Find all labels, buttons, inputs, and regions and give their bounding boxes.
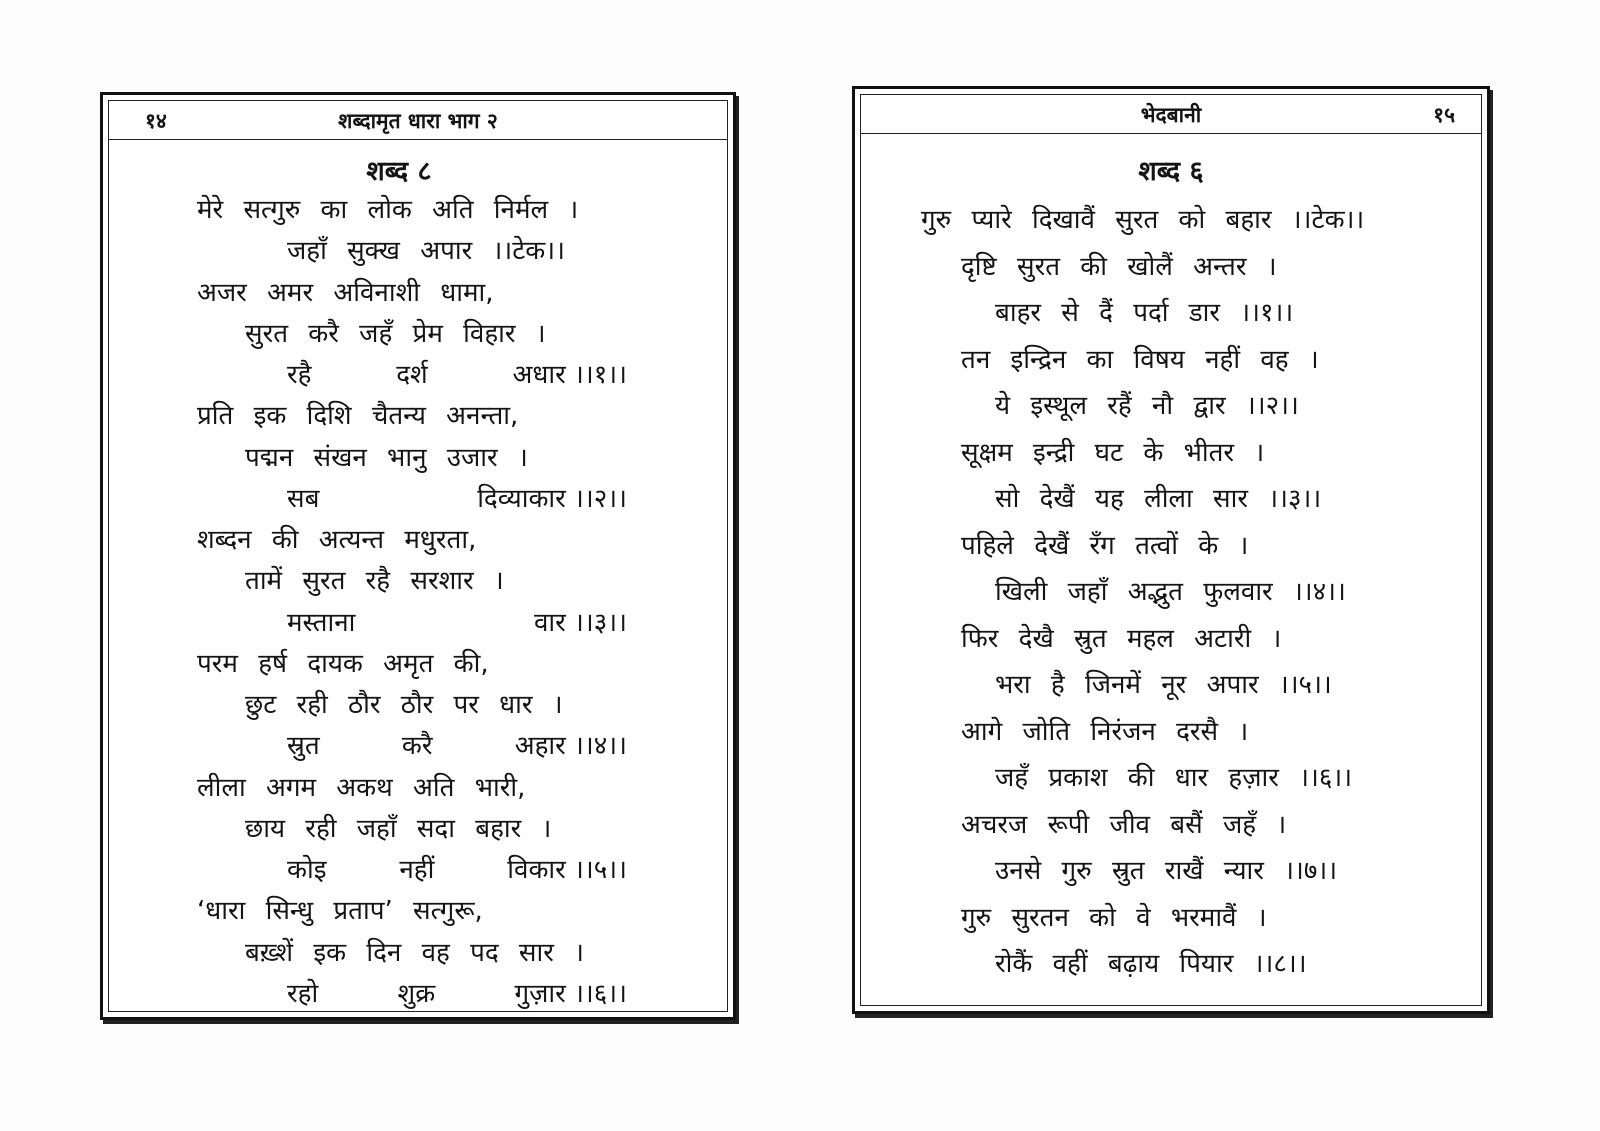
right-line-16: गुरु सुरतन को वे भरमावैं । [961,903,1267,933]
left-line-9: शब्दन की अत्यन्त मधुरता, [197,525,477,555]
left-line-14-b: करै [401,731,433,761]
left-line-20-a: रहो [287,979,319,1009]
right-line-13: जहँ प्रकाश की धार हज़ार ।।६।। [995,763,1353,793]
left-line-13: छुट रही ठौर ठौर पर धार । [245,690,563,720]
right-line-8: पहिले देखैं रँग तत्वों के । [961,531,1249,561]
left-line-17-c: विकार ।।५।। [507,855,627,885]
left-line-2: जहाँ सुक्ख अपार ।।टेक।। [287,236,565,266]
left-line-4: सुरत करै जहँ प्रेम विहार । [245,319,546,349]
left-line-11-a: मस्ताना [287,608,356,638]
left-line-19: बख़्शें इक दिन वह पद सार । [245,938,585,968]
left-line-5-a: रहै [287,360,312,390]
left-line-15: लीला अगम अकथ अति भारी, [197,773,526,803]
left-page [100,92,736,1020]
right-verse-title: शब्द ६ [1138,156,1204,187]
left-line-17-b: नहीं [399,855,435,885]
left-line-16: छाय रही जहाँ सदा बहार । [245,814,552,844]
left-line-8-b: दिव्याकार ।।२।। [477,484,627,514]
left-verse-title: शब्द ८ [366,156,432,187]
right-line-12: आगे जोति निरंजन दरसै । [961,717,1249,747]
left-line-8-a: सब [287,484,320,514]
left-line-20-c: गुज़ार ।।६।। [514,979,627,1009]
left-line-3: अजर अमर अविनाशी धामा, [197,278,494,308]
right-line-6: सूक्षम इन्द्री घट के भीतर । [961,438,1265,468]
left-page-header-title: शब्दामृत धारा भाग २ [338,109,498,133]
right-page-number: १५ [1433,103,1455,127]
right-line-17: रोकैं वहीं बढ़ाय पियार ।।८।। [995,949,1307,979]
left-line-20-b: शुक्र [397,979,436,1009]
right-page-inner-border [860,94,1482,1006]
right-line-7: सो देखैं यह लीला सार ।।३।। [995,484,1322,514]
left-line-20 [287,977,627,1011]
right-page-header-title: भेदबानी [1140,103,1202,127]
left-line-5 [287,358,627,392]
right-line-10: फिर देखै स्रुत महल अटारी । [961,624,1282,654]
left-line-14-a: स्रुत [287,731,320,761]
left-line-7: पद्मन संखन भानु उजार । [245,443,528,473]
right-line-2: दृष्टि सुरत की खोलैं अन्तर । [961,252,1277,282]
right-line-15: उनसे गुरु स्रुत राखैं न्यार ।।७।। [995,856,1338,886]
left-page-header [109,101,727,140]
left-line-17-a: कोइ [287,855,327,885]
right-line-14: अचरज रूपी जीव बसैं जहँ । [961,810,1287,840]
right-line-11: भरा है जिनमें नूर अपार ।।५।। [995,670,1332,700]
right-line-9: खिली जहाँ अद्भुत फुलवार ।।४।। [995,577,1346,607]
right-page-header [861,95,1481,134]
right-line-1: गुरु प्यारे दिखावैं सुरत को बहार ।।टेक।। [921,205,1365,235]
left-line-14-c: अहार ।।४।। [514,731,627,761]
left-line-8 [287,482,627,516]
right-line-5: ये इस्थूल रहैं नौ द्वार ।।२।। [995,391,1299,421]
left-line-14 [287,729,627,763]
left-line-1: मेरे सत्गुरु का लोक अति निर्मल । [197,195,579,225]
left-line-5-c: अधार ।।१।। [512,360,627,390]
right-page [852,86,1490,1014]
left-line-5-b: दर्श [396,360,428,390]
right-line-3: बाहर से दैं पर्दा डार ।।१।। [995,298,1294,328]
left-line-12: परम हर्ष दायक अमृत की, [197,649,489,679]
right-line-4: तन इन्द्रिन का विषय नहीं वह । [961,345,1319,375]
left-line-6: प्रति इक दिशि चैतन्य अनन्ता, [197,401,519,431]
left-page-inner-border [108,100,728,1012]
left-line-17 [287,853,627,887]
left-line-10: तामें सुरत रहै सरशार । [245,566,504,596]
left-page-number: १४ [145,109,167,133]
left-line-18: ‘धारा सिन्धु प्रताप’ सत्गुरू, [197,896,483,926]
left-line-11 [287,606,627,640]
left-line-11-b: वार ।।३।। [533,608,627,638]
